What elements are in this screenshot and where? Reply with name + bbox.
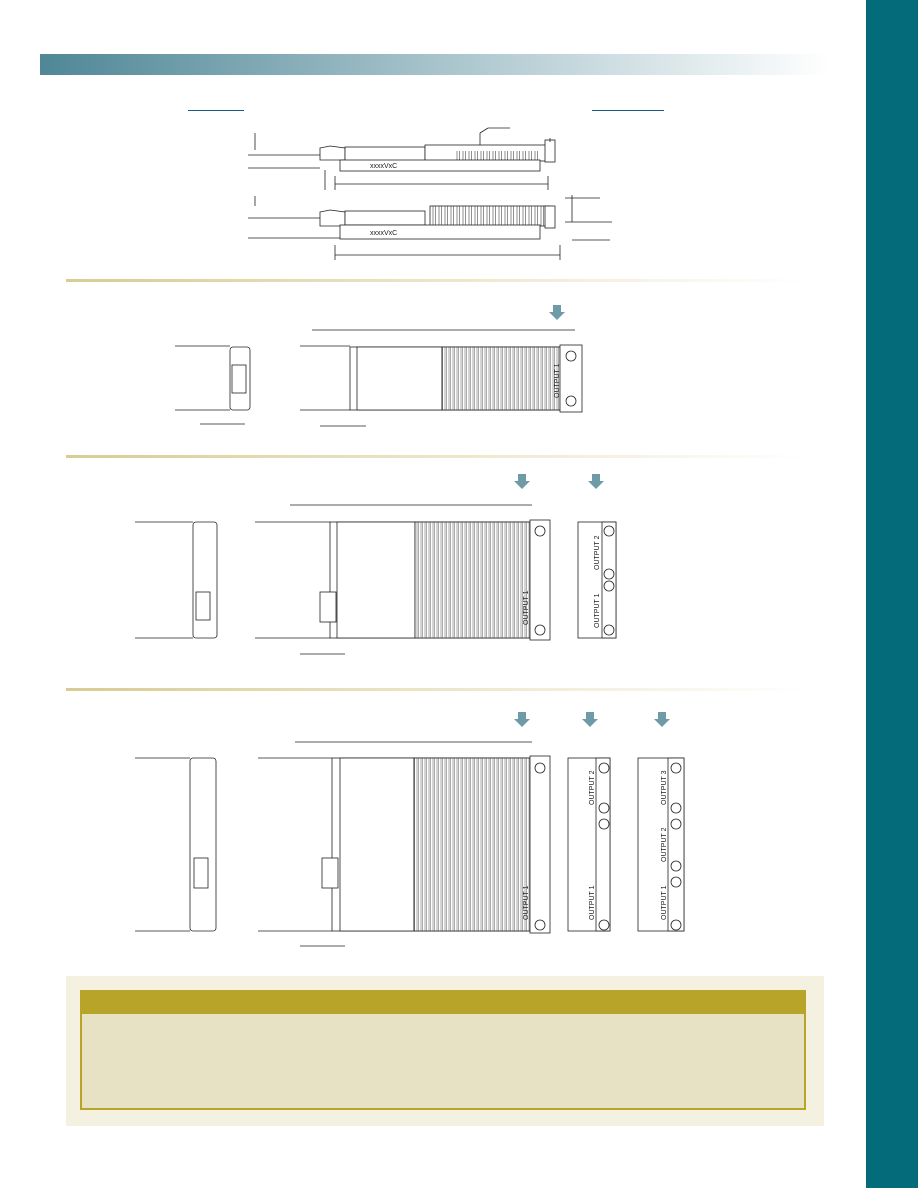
output-label-triple-1: OUTPUT 1: [523, 885, 530, 920]
output-label-triple-b1: OUTPUT 1: [661, 885, 668, 920]
notes-heading: [80, 995, 90, 1009]
notes-heading-bar: [80, 990, 806, 1014]
triple-output-top-view: [258, 742, 550, 946]
output-label-triple-b2: OUTPUT 2: [661, 827, 668, 862]
side-elevation-top: [248, 128, 555, 190]
dual-output-end-view: [135, 522, 217, 638]
dual-output-top-view: [255, 505, 550, 654]
logo-text-top: xxxxVxC: [370, 163, 398, 170]
single-output-end-view: [175, 346, 250, 424]
side-color-band: [866, 0, 918, 1188]
output-label-triple-b3: OUTPUT 3: [661, 770, 668, 805]
output-label-triple-a1: OUTPUT 1: [589, 885, 596, 920]
output-label-triple-a2: OUTPUT 2: [589, 770, 596, 805]
output-label-dual-2: OUTPUT 2: [594, 535, 601, 570]
single-output-top-view: [300, 330, 582, 426]
side-elevation-bottom: [248, 195, 612, 260]
triple-output-end-view: [135, 758, 216, 931]
output-label-single: OUTPUT 1: [554, 363, 561, 398]
logo-text-bottom: xxxxVxC: [370, 230, 398, 237]
output-label-dual-1b: OUTPUT 1: [594, 593, 601, 628]
output-label-dual-1: OUTPUT 1: [523, 590, 530, 625]
